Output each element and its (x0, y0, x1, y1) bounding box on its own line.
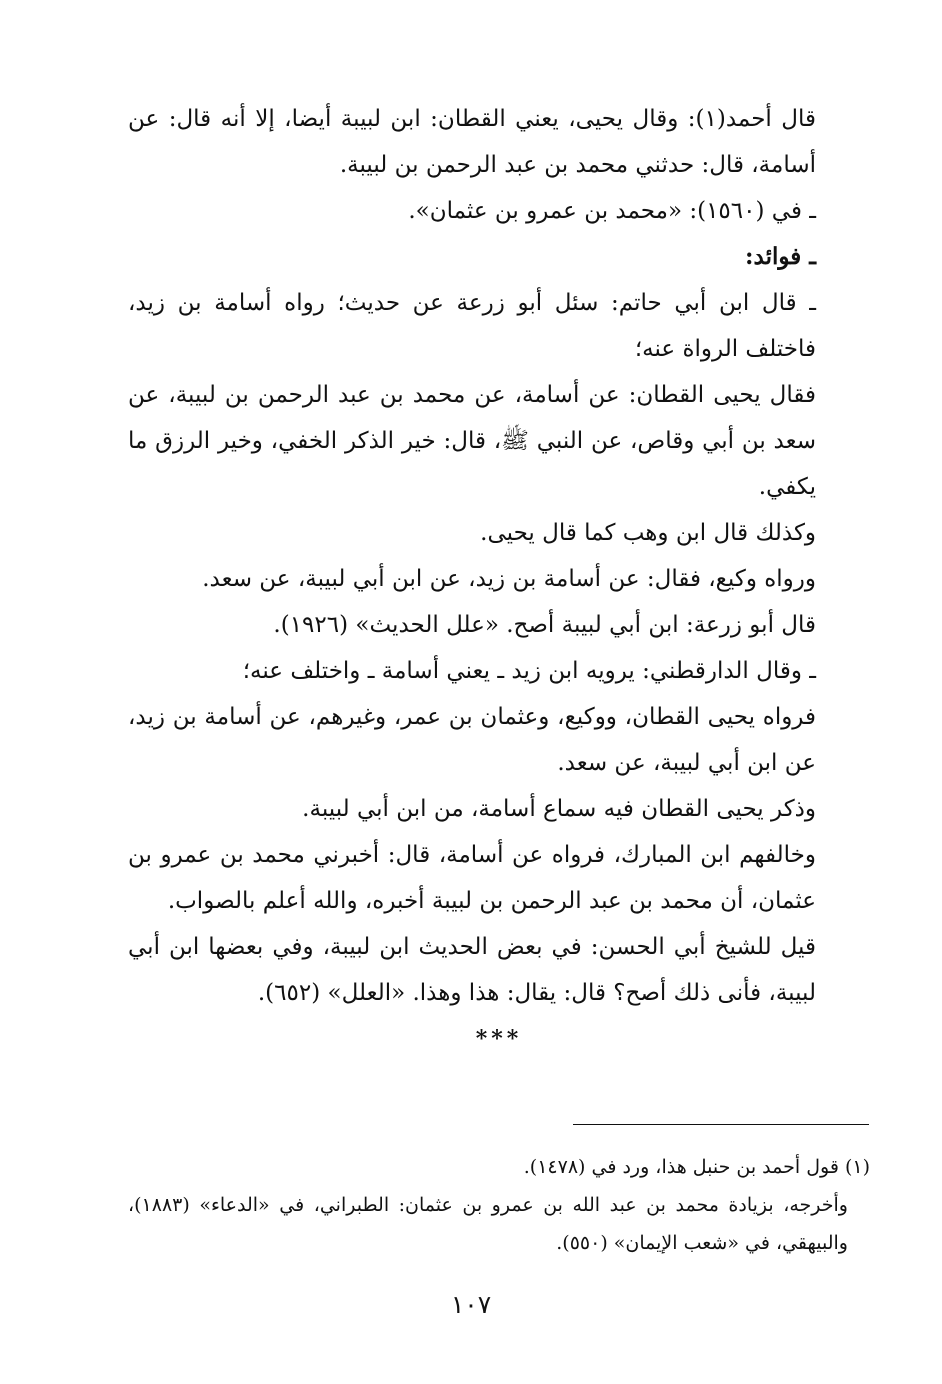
section-separator: *** (475, 1026, 523, 1052)
paragraph: قيل للشيخ أبي الحسن: في بعض الحديث ابن لبيبة، وفي بعضها ابن أبي لبيبة، فأنى ذلك أصح؟ قال: يقال: هذا وهذا. «العلل» (٦٥٢). (128, 934, 816, 1006)
footnote: وأخرجه، بزيادة محمد بن عبد الله بن عمرو بن عثمان: الطبراني، في «الدعاء» (١٨٨٣)، والبيهقي، في «شعب الإيمان» (٥٥٠). (128, 1194, 848, 1254)
paragraph: وذكر يحيى القطان فيه سماع أسامة، من ابن أبي لبيبة. (302, 796, 816, 822)
paragraph: ـ وقال الدارقطني: يرويه ابن زيد ـ يعني أسامة ـ واختلف عنه؛ (242, 658, 816, 684)
footnote: (١) قول أحمد بن حنبل هذا، ورد في (١٤٧٨). (523, 1156, 870, 1178)
footnote-divider (573, 1124, 869, 1125)
paragraph: ـ قال ابن أبي حاتم: سئل أبو زرعة عن حديث؛ رواه أسامة بن زيد، فاختلف الرواة عنه؛ (128, 290, 816, 362)
paragraph: وكذلك قال ابن وهب كما قال يحيى. (480, 520, 816, 546)
paragraph: فرواه يحيى القطان، ووكيع، وعثمان بن عمر، وغيرهم، عن أسامة بن زيد، عن ابن أبي لبيبة، عن سعد. (128, 704, 816, 776)
paragraph: وخالفهم ابن المبارك، فرواه عن أسامة، قال: أخبرني محمد بن عمرو بن عثمان، أن محمد بن عبد الرحمن بن لبيبة أخبره، والله أعلم بالصواب. (128, 842, 816, 914)
page-number: ١٠٧ (450, 1290, 492, 1319)
paragraph: قال أحمد(١): وقال يحيى، يعني القطان: ابن لبيبة أيضا، إلا أنه قال: عن أسامة، قال: حدثني محمد بن عبد الرحمن بن لبيبة. (128, 106, 816, 178)
paragraph: فقال يحيى القطان: عن أسامة، عن محمد بن عبد الرحمن بن لبيبة، عن سعد بن أبي وقاص، عن النبي ﷺ، قال: خير الذكر الخفي، وخير الرزق ما يكفي. (128, 382, 816, 500)
section-heading: ـ فوائد: (745, 243, 816, 270)
paragraph: قال أبو زرعة: ابن أبي لبيبة أصح. «علل الحديث» (١٩٢٦). (273, 612, 816, 638)
footnotes (128, 1148, 870, 1262)
paragraph: ـ في (١٥٦٠): «محمد بن عمرو بن عثمان». (408, 198, 816, 224)
main-text (128, 96, 870, 1062)
paragraph: ورواه وكيع، فقال: عن أسامة بن زيد، عن ابن أبي لبيبة، عن سعد. (202, 566, 816, 592)
